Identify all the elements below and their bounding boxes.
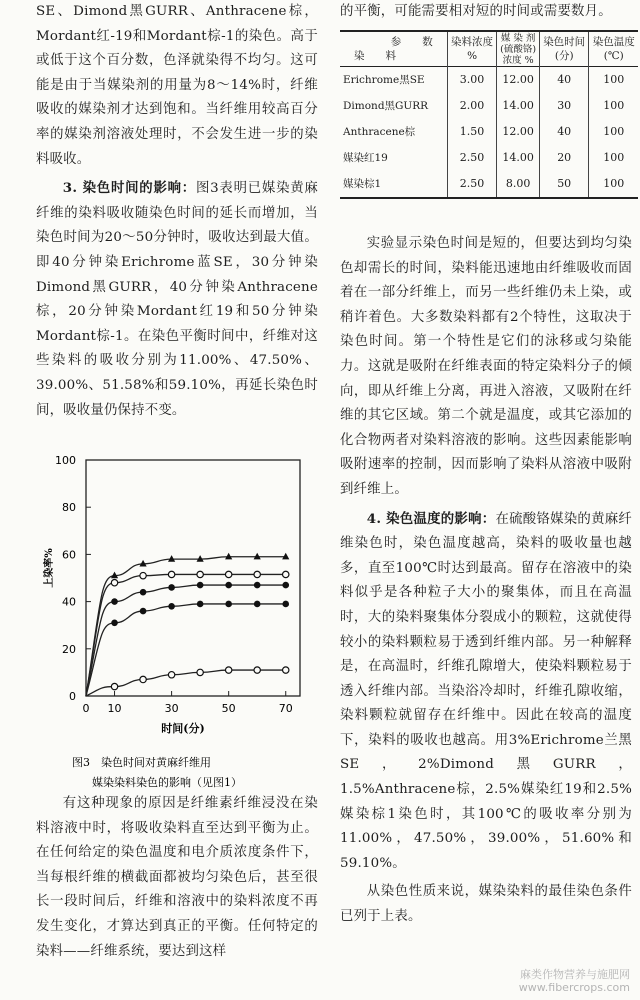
table-corner-header: [340, 31, 447, 67]
figure-3: [30, 452, 316, 792]
cell-conc: 2.50: [447, 171, 497, 198]
y-axis-label: 上染率%: [44, 548, 55, 588]
data-point-open-circle: [283, 571, 289, 577]
plot-frame: [86, 460, 300, 696]
cell-temp: 100: [603, 177, 625, 190]
cell-mordant: 8.00: [497, 171, 540, 198]
cell-time: 30: [539, 93, 589, 119]
data-point-filled-circle: [254, 601, 261, 608]
cell-conc: 1.50: [447, 119, 497, 145]
x-tick-label: 0: [82, 702, 90, 715]
data-point-filled-circle: [111, 620, 118, 627]
col-header-mordant: [497, 31, 540, 67]
y-tick-label: 80: [62, 501, 76, 515]
data-point-open-circle: [168, 571, 174, 577]
cell-conc: 2.50: [447, 145, 497, 171]
data-point-filled-circle: [254, 582, 261, 589]
col-header-mordant-line3: 浓度 %: [502, 54, 534, 66]
cell-dye: Erichrome黑SE: [340, 67, 447, 94]
data-point-open-circle: [197, 571, 203, 577]
watermark-line2: www.fibercrops.com: [518, 981, 630, 994]
section3-body: 图3表明已媒染黄麻纤维的染料吸收随染色时间的延长而增加，当染色时间为20～50分钟时，吸收达到最大值。即40分钟染Erichrome蓝SE，30分钟染Dimond黑GURR，40分钟染Anthracene棕，20分钟染Mordant红19和50分钟染Mordant棕-1。在染色平衡时间中，纤维对这些染料的吸收分别为11.00%、47.50%、39.00%、51.58%和59.10%，再延长染色时间，吸收量仍保持不变。: [36, 181, 318, 418]
col-header-time: [539, 31, 589, 67]
y-tick-label: 40: [62, 595, 76, 609]
x-tick-label: 50: [221, 702, 236, 715]
data-point-filled-circle: [282, 582, 289, 589]
cell-temp: 100: [603, 99, 625, 112]
cell-time: 20: [539, 145, 589, 171]
col-header-time-line1: 染色时间: [543, 36, 586, 48]
cell-mordant: 14.00: [497, 145, 540, 171]
cell-time: 40: [539, 67, 589, 94]
cell-dye: 媒染红19: [340, 145, 447, 171]
data-point-open-circle: [111, 580, 117, 586]
section4-body: 在硫酸铬媒染的黄麻纤维染色时，染色温度越高，染料的吸收量也越多，直至100℃时达到最高。留存在溶液中的染料似乎是各种粒子大小的聚集体，而且在高温时，大的染料聚集体分裂成小的颗粒，这就使得较小的染料颗粒易于透到纤维内部。另一种解释是，在高温时，纤维孔隙增大，使染料颗粒易于透入纤维内部。当染浴冷却时，纤维孔隙收缩，染料颗粒就留存在纤维中。因此在较高的温度下，染料的吸收也越高。用3%Erichrome兰黑SE，2%Dimond黑GURR，1.5%Anthracene棕，2.5%媒染红19和2.5%媒染棕1染色时，其100℃的吸收率分别为11.00%，47.50%，39.00%，51.60%和59.10%。: [340, 511, 633, 871]
closing-paragraph: 从染色性质来说，媒染染料的最佳染色条件已列于上表。: [340, 884, 632, 925]
dyeing-conditions-table-wrap: [340, 30, 638, 199]
cell-conc: 2.00: [447, 93, 497, 119]
data-point-open-circle: [168, 672, 174, 678]
data-point-filled-circle: [225, 601, 232, 608]
cell-dye: Anthracene棕: [340, 119, 447, 145]
table-row: [340, 171, 638, 198]
data-point-triangle: [197, 555, 204, 562]
series-line-4: [86, 670, 286, 696]
data-point-open-circle: [197, 669, 203, 675]
cell-temp: 100: [603, 73, 625, 86]
data-point-open-circle: [111, 683, 117, 689]
right-body: [340, 232, 632, 930]
left-column: [36, 0, 318, 423]
data-point-open-circle: [254, 571, 260, 577]
data-point-filled-circle: [140, 589, 147, 596]
watermark-line1: 麻类作物营养与施肥网: [520, 968, 630, 981]
data-point-filled-circle: [197, 582, 204, 589]
right-top-line-wrap: [340, 0, 632, 25]
data-point-filled-circle: [197, 601, 204, 608]
dyeing-conditions-table: [340, 30, 638, 199]
cell-mordant: 14.00: [497, 93, 540, 119]
col-header-temp: [589, 31, 638, 67]
figure-caption-line2: 媒染染料染色的影响（见图1）: [92, 776, 242, 789]
series-line-3: [86, 604, 286, 696]
table-row: [340, 145, 638, 171]
data-point-open-circle: [225, 667, 231, 673]
section3-paragraph: [36, 176, 318, 423]
x-tick-label: 10: [107, 702, 122, 715]
table-header-row: [340, 31, 638, 67]
table-row: [340, 93, 638, 119]
col-header-mordant-line2: (硫酸铬): [500, 43, 537, 55]
left-bottom: [36, 792, 318, 964]
col-header-conc-line1: 染料浓度: [451, 36, 494, 48]
cell-dye: 媒染棕1: [340, 171, 447, 198]
data-point-open-circle: [254, 667, 260, 673]
cell-temp: 100: [603, 151, 625, 164]
data-point-filled-circle: [282, 601, 289, 608]
col-header-mordant-line1: 媒 染 剂: [500, 32, 536, 44]
cell-conc: 3.00: [447, 67, 497, 94]
table-row: [340, 119, 638, 145]
col-header-temp-line2: (℃): [603, 50, 624, 62]
col-header-conc: [447, 31, 497, 67]
y-tick-label: 60: [62, 548, 76, 562]
right-top-line: 的平衡，可能需要相对短的时间或需要数月。: [340, 4, 612, 19]
section4-heading: 4. 染色温度的影响：: [366, 510, 496, 527]
figure-caption-line1: 图3 染色时间对黄麻纤维用: [72, 756, 211, 769]
watermark: [519, 968, 630, 994]
cell-time: 50: [539, 171, 589, 198]
data-point-filled-circle: [111, 598, 118, 605]
left-top-paragraph: SE、Dimond黑GURR、Anthracene棕，Mordant红-19和Mordant棕-1的染色。高于或低于这个百分数，色泽就染得不均匀。这可能是由于当媒染剂的用量为8～14%时，纤维吸收的媒染剂才达到饱和。当纤维用较高百分率的媒染剂溶液处理时，不会发生进一步的染料吸收。: [36, 4, 318, 167]
y-tick-label: 100: [55, 454, 76, 467]
corner-bottom: 染 料: [354, 50, 396, 62]
corner-top: 参 数: [390, 36, 433, 48]
table-row: [340, 67, 638, 94]
data-point-open-circle: [225, 571, 231, 577]
x-tick-label: 70: [278, 702, 293, 715]
section4-paragraph: [340, 507, 632, 877]
cell-mordant: 12.00: [497, 67, 540, 94]
series-line-1: [86, 574, 286, 696]
data-point-triangle: [168, 555, 175, 562]
data-point-open-circle: [140, 676, 146, 682]
right-paragraph-2: 实验显示染色时间是短的，但要达到均匀染色却需长的时间，染料能迅速地由纤维吸收而固着在一部分纤维上，而另一些纤维仍未上染，或稍许着色。大多数染料都有2个特性，这取决于染色时间。第一个特性是它们的泳移或匀染能力。这就是吸附在纤维表面的特定染料分子的倾向，即从纤维上分离，再进入溶液，又吸附在纤维的其它区域。第二个就是温度，或其它添加的化合物两者对染料溶液的影响。这些因素能影响吸附速率的控制，因而影响了染料从溶液中吸附到纤维上。: [340, 236, 632, 497]
left-bottom-paragraph: 有这种现象的原因是纤维素纤维浸没在染料溶液中时，将吸收染料直至达到平衡为止。在任何给定的染色温度和电介质浓度条件下，当每根纤维的横截面都被均匀染色后，甚至很长一段时间后，纤维和溶液中的染料浓度不再发生变化，才算达到真正的平衡。任何特定的染料——纤维系统，要达到这样: [36, 796, 318, 959]
data-point-filled-circle: [168, 584, 175, 591]
col-header-temp-line1: 染色温度: [592, 36, 635, 48]
y-tick-label: 0: [69, 690, 76, 703]
dye-uptake-chart: [30, 452, 316, 792]
x-axis-label: 时间(分): [161, 722, 205, 735]
data-point-triangle: [254, 553, 261, 560]
y-tick-label: 20: [62, 642, 76, 656]
data-point-open-circle: [140, 572, 146, 578]
col-header-conc-line2: %: [467, 50, 478, 62]
data-point-open-circle: [283, 667, 289, 673]
cell-time: 40: [539, 119, 589, 145]
data-point-filled-circle: [225, 582, 232, 589]
cell-temp: 100: [603, 125, 625, 138]
col-header-time-line2: (分): [554, 50, 574, 62]
x-tick-label: 30: [164, 702, 179, 715]
section3-heading: 3. 染色时间的影响：: [62, 180, 196, 197]
data-point-filled-circle: [140, 608, 147, 615]
data-point-filled-circle: [168, 603, 175, 610]
data-point-triangle: [225, 553, 232, 560]
cell-dye: Dimond黑GURR: [340, 93, 447, 119]
cell-mordant: 12.00: [497, 119, 540, 145]
data-point-triangle: [282, 553, 289, 560]
